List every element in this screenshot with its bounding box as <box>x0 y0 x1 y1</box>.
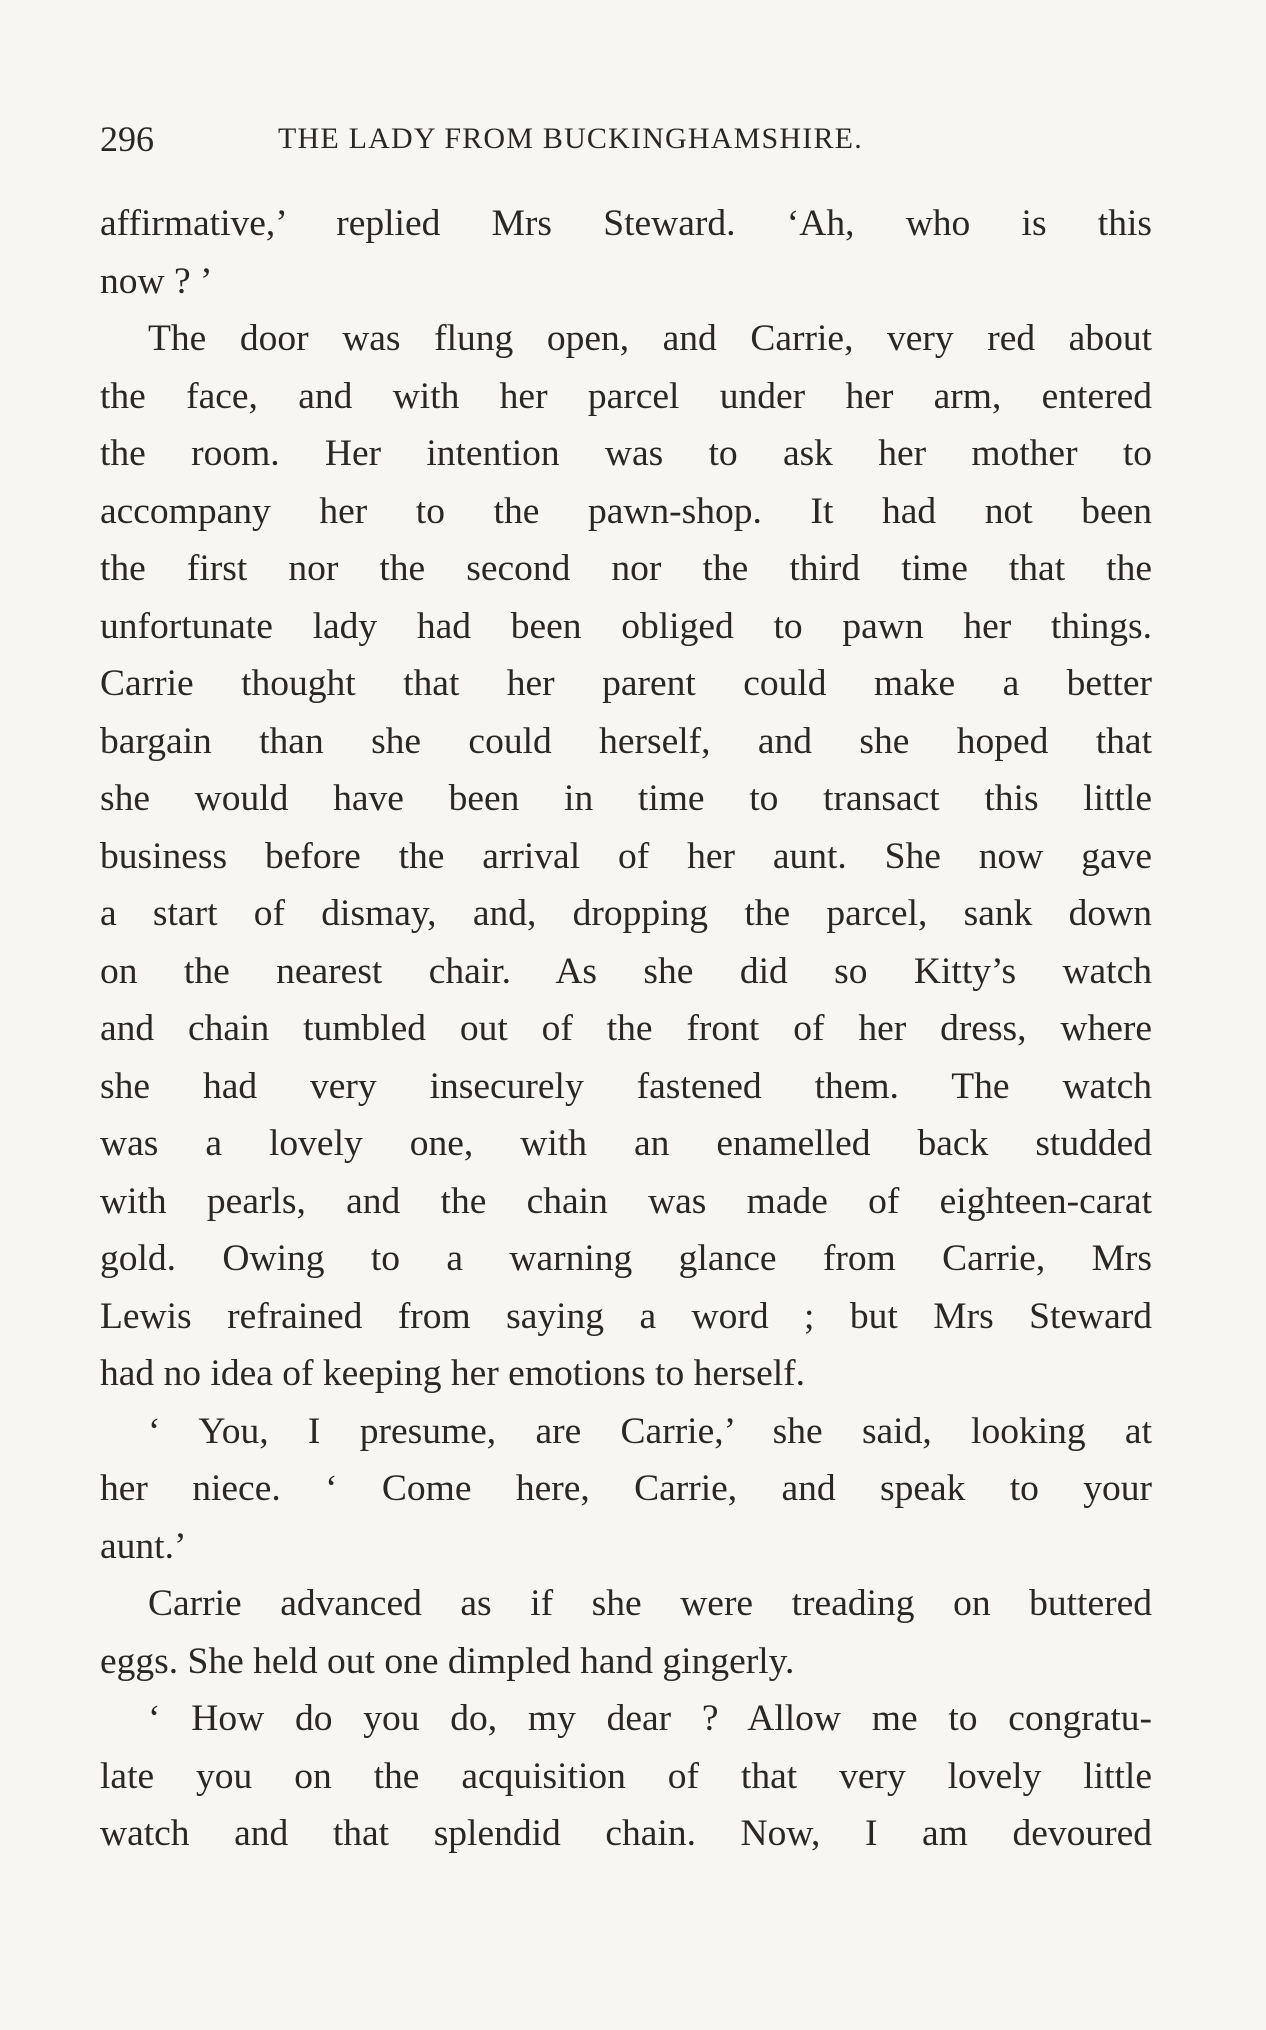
text-line: the face, and with her parcel under her arm, entered <box>100 375 1152 417</box>
page-header <box>100 118 1152 162</box>
text-line: late you on the acquisition of that very lovely little <box>100 1755 1152 1797</box>
text-line: affirmative,’ replied Mrs Steward. ‘Ah, who is this <box>100 203 1152 244</box>
text-line: she would have been in time to transact this little <box>100 778 1152 819</box>
text-line: Carrie advanced as if she were treading on buttered <box>148 1583 1152 1624</box>
text-line: Lewis refrained from saying a word ; but Mrs Steward <box>100 1295 1152 1337</box>
text-line: a start of dismay, and, dropping the parcel, sank down <box>100 893 1152 934</box>
text-line: unfortunate lady had been obliged to pawn her things. <box>100 605 1152 647</box>
text-line: had no idea of keeping her emotions to herself. <box>100 1353 805 1394</box>
text-line: on the nearest chair. As she did so Kitty’s watch <box>100 950 1152 992</box>
text-line: she had very insecurely fastened them. The watch <box>100 1065 1152 1107</box>
text-line: the room. Her intention was to ask her mother to <box>100 433 1152 474</box>
text-line: watch and that splendid chain. Now, I am devoured <box>100 1813 1152 1854</box>
text-line: gold. Owing to a warning glance from Carrie, Mrs <box>100 1238 1152 1279</box>
text-line: aunt.’ <box>100 1525 187 1567</box>
text-line: accompany her to the pawn-shop. It had not been <box>100 490 1152 532</box>
running-title: THE LADY FROM BUCKINGHAMSHIRE. <box>278 122 863 155</box>
text-line: Carrie thought that her parent could make a better <box>100 663 1152 704</box>
body-text <box>100 195 1152 1863</box>
text-line: and chain tumbled out of the front of her dress, where <box>100 1008 1152 1049</box>
text-line: was a lovely one, with an enamelled back studded <box>100 1123 1152 1164</box>
text-line: her niece. ‘ Come here, Carrie, and speak to your <box>100 1468 1152 1509</box>
text-line: bargain than she could herself, and she hoped that <box>100 720 1152 762</box>
page-number: 296 <box>100 119 154 159</box>
text-line: The door was flung open, and Carrie, very red about <box>148 318 1152 359</box>
text-line: ‘ How do you do, my dear ? Allow me to congratu- <box>148 1698 1152 1739</box>
text-line: ‘ You, I presume, are Carrie,’ she said, looking at <box>148 1410 1152 1452</box>
text-line: business before the arrival of her aunt. She now gave <box>100 835 1152 877</box>
text-line: now ? ’ <box>100 260 213 302</box>
text-line: eggs. She held out one dimpled hand gingerly. <box>100 1640 795 1682</box>
text-line: the first nor the second nor the third time that the <box>100 548 1152 589</box>
text-line: with pearls, and the chain was made of eighteen-carat <box>100 1180 1152 1222</box>
